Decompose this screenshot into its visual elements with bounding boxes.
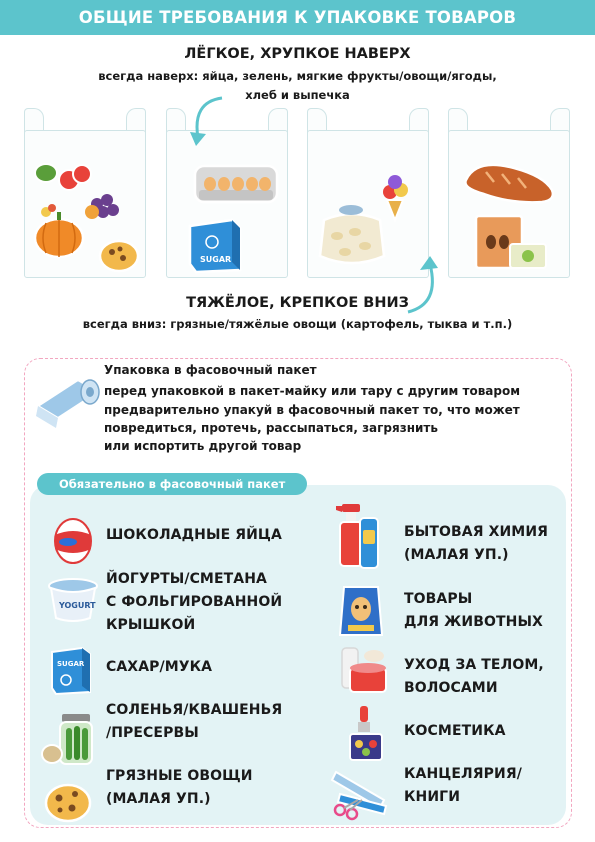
item-dirty-vegetables: ГРЯЗНЫЕ ОВОЩИ (МАЛАЯ УП.) [106,768,253,807]
bag-4 [448,108,570,278]
top-line-1: всегда наверх: яйца, зелень, мягкие фрукты/овощи/ягоды, [98,69,497,83]
packaging-heading: Упаковка в фасовочный пакет [104,363,317,377]
bag-roll-icon [32,372,104,434]
bottom-heading: ТЯЖЁЛОЕ, КРЕПКОЕ ВНИЗ [186,295,409,311]
cosmetics-icon [346,704,386,762]
mandatory-label: Обязательно в фасовочный пакет [37,473,307,495]
svg-text:SUGAR: SUGAR [200,255,232,264]
bread-coffee-icon [448,108,570,278]
bag-2 [166,108,288,278]
top-heading: ЛЁГКОЕ, ХРУПКОЕ НАВЕРХ [184,46,411,62]
item-pet-products: ТОВАРЫ ДЛЯ ЖИВОТНЫХ [404,591,543,630]
packaging-line-1: перед упаковкой в пакет-майку или тару с другим товаром [104,384,521,398]
item-chocolate-eggs: ШОКОЛАДНЫЕ ЯЙЦА [106,527,282,543]
packaging-line-4: или испортить другой товар [104,439,302,453]
packaging-line-2: предварительно упакуй в фасовочный пакет то, что может [104,403,520,417]
svg-text:SUGAR: SUGAR [57,660,85,668]
page-title: ОБЩИЕ ТРЕБОВАНИЯ К УПАКОВКЕ ТОВАРОВ [78,8,517,27]
eggs-sugar-icon [166,108,288,278]
item-stationery-books: КАНЦЕЛЯРИЯ/ КНИГИ [404,766,522,805]
potato-icon [42,780,94,826]
top-line-2: хлеб и выпечка [245,88,350,102]
item-pickles: СОЛЕНЬЯ/КВАШЕНЬЯ /ПРЕСЕРВЫ [106,702,283,741]
pasta-icecream-icon [307,108,429,278]
item-cosmetics: КОСМЕТИКА [404,723,506,739]
title-banner [0,0,595,35]
item-body-hair-care: УХОД ЗА ТЕЛОМ, ВОЛОСАМИ [404,657,544,696]
bag-3 [307,108,429,278]
stationery-icon [330,764,390,822]
bag-1 [24,108,146,278]
yogurt-icon [46,576,100,624]
body-care-icon [338,644,390,696]
chocolate-egg-icon [50,515,96,565]
item-household-chemicals: БЫТОВАЯ ХИМИЯ (МАЛАЯ УП.) [404,524,549,563]
pickles-jar-icon [40,710,100,768]
svg-text:YOGURT: YOGURT [59,601,96,610]
packaging-line-3: повредиться, протечь, рассыпаться, загрязнить [104,421,438,435]
bottom-line-1: всегда вниз: грязные/тяжёлые овощи (картофель, тыква и т.п.) [82,317,513,331]
cleaning-spray-icon [334,500,384,572]
item-sugar-flour: САХАР/МУКА [106,659,213,675]
pet-food-icon [338,583,384,639]
arrow-up-icon [186,92,226,148]
sugar-box-icon [48,642,94,696]
item-yogurt: ЙОГУРТЫ/СМЕТАНА С ФОЛЬГИРОВАННОЙ КРЫШКОЙ [106,571,283,633]
fruits-vegetables-icon [24,108,146,278]
